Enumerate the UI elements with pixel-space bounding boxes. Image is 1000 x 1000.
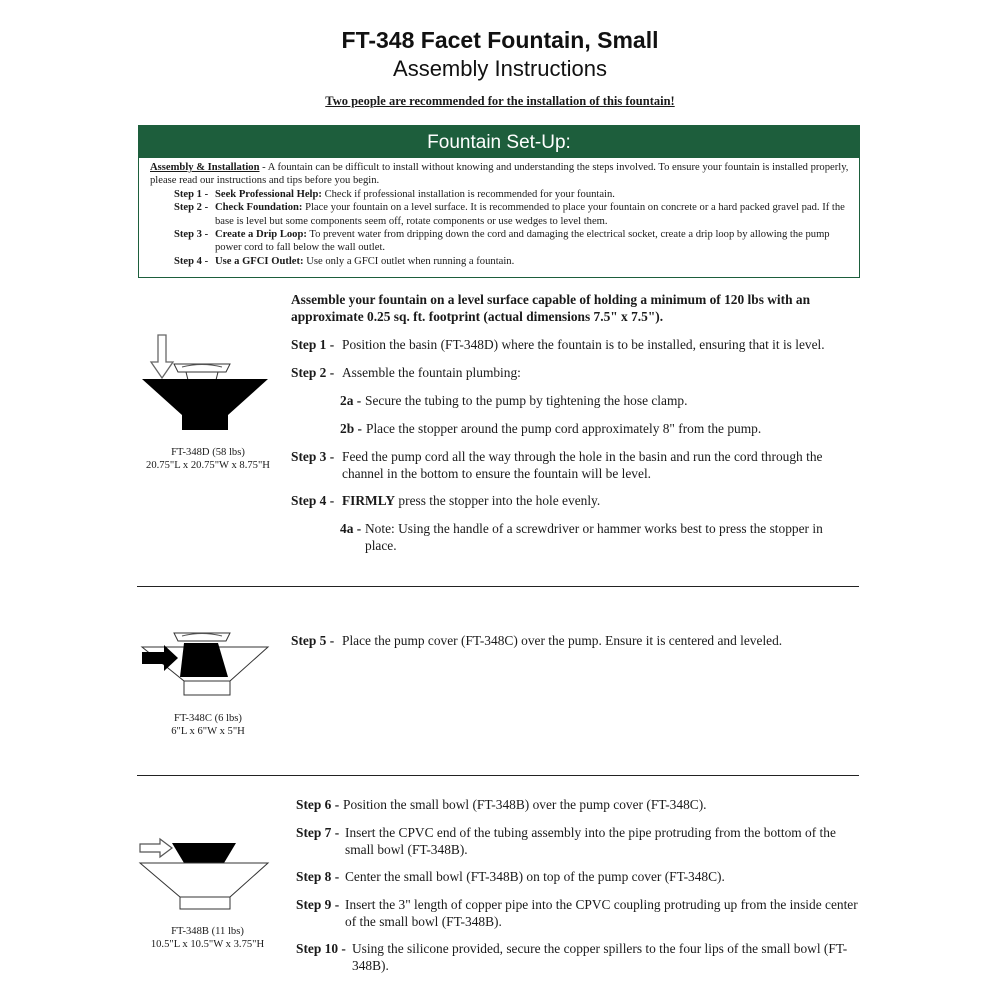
step-text: Note: Using the handle of a screwdriver or hammer works best to press the stopper in place.: [365, 521, 823, 553]
step-text: Position the basin (FT-348D) where the fountain is to be installed, ensuring that it is level.: [342, 337, 825, 352]
page-title: FT-348 Facet Fountain, Small: [341, 27, 659, 53]
step-10: [296, 940, 861, 974]
basin-illustration: [138, 330, 273, 440]
basin-model: FT-348D (58 lbs): [171, 447, 245, 458]
step-text: Place the pump cover (FT-348C) over the pump. Ensure it is centered and leveled.: [342, 633, 783, 648]
setup-box: [138, 125, 860, 278]
setup-step-label: Step 3 -: [174, 229, 209, 241]
setup-step-desc: To prevent water from dripping down the cord and damaging the electrical socket, create a drip loop by allowing the pump power cord to fall below the wall outlet.: [215, 229, 830, 254]
step-3: [291, 448, 856, 482]
step-label: Step 4 -: [291, 493, 335, 508]
setup-step-label: Step 2 -: [174, 202, 209, 214]
step-label: 2a -: [340, 393, 362, 408]
setup-step-text: [215, 201, 851, 228]
setup-step-title: Create a Drip Loop:: [215, 229, 307, 241]
step-text-rest: press the stopper into the hole evenly.: [395, 493, 601, 508]
setup-step: [150, 201, 851, 228]
step-label: 4a -: [340, 521, 362, 536]
step-text: [342, 492, 600, 509]
step-text: Insert the 3" length of copper pipe into the CPVC coupling protruding up from the inside center of the small bowl (FT-348B).: [345, 897, 858, 929]
surface-requirement: Assemble your fountain on a level surface capable of holding a minimum of 120 lbs with an approximate 0.25 sq. ft. footprint (actual dimensions 7.5" x 7.5").: [291, 292, 811, 324]
step-8: [296, 868, 861, 885]
step-label: Step 1 -: [291, 337, 335, 352]
setup-step: [150, 188, 851, 201]
pump-cover-dimensions: 6"L x 6"W x 5"H: [171, 726, 245, 737]
step-label: Step 7 -: [296, 825, 340, 840]
step-label: 2b -: [340, 421, 362, 436]
setup-intro-head: Assembly & Installation: [150, 162, 260, 173]
step-1: [291, 336, 861, 353]
step-5: [291, 632, 861, 649]
pump-cover-caption: [128, 712, 288, 738]
step-text: Place the stopper around the pump cord approximately 8" from the pump.: [366, 421, 762, 436]
section-divider: [137, 775, 859, 776]
setup-body: [139, 158, 859, 268]
pump-cover-illustration: [138, 625, 273, 705]
setup-step: [150, 228, 851, 255]
step-label: Step 5 -: [291, 633, 335, 648]
step-text: Insert the CPVC end of the tubing assembly into the pipe protruding from the bottom of the small bowl (FT-348B).: [345, 825, 836, 857]
setup-step-desc: Place your fountain on a level surface. It is recommended to place your fountain on concrete or a hard packed gravel pad. If the base is level but some components seem off, rotate components or use wedges to level them.: [215, 202, 845, 227]
step-4: [291, 492, 861, 509]
step-label: Step 8 -: [296, 869, 340, 884]
step-label: Step 2 -: [291, 365, 335, 380]
small-bowl-dimensions: 10.5"L x 10.5"W x 3.75"H: [150, 939, 265, 950]
setup-step-title: Use a GFCI Outlet:: [215, 255, 304, 267]
setup-step-label: Step 1 -: [174, 188, 209, 200]
setup-step-title: Check Foundation:: [215, 202, 303, 214]
small-bowl-caption: [125, 925, 290, 951]
step-text: Center the small bowl (FT-348B) on top of the pump cover (FT-348C).: [345, 869, 725, 884]
step-text: Position the small bowl (FT-348B) over the pump cover (FT-348C).: [343, 797, 707, 812]
step-7: [296, 824, 851, 858]
setup-step-text: [215, 228, 851, 255]
setup-step-desc: Use only a GFCI outlet when running a fountain.: [303, 255, 515, 267]
setup-heading: Fountain Set-Up:: [139, 126, 859, 158]
setup-intro: [150, 161, 851, 188]
setup-step-text: [215, 188, 615, 201]
step-2a: [340, 392, 860, 409]
section-divider: [137, 586, 859, 587]
step-4a: [340, 520, 850, 554]
step-label: Step 10 -: [296, 941, 346, 956]
step-2b: [340, 420, 860, 437]
setup-step: [150, 255, 851, 268]
small-bowl-model: FT-348B (11 lbs): [171, 926, 244, 937]
small-bowl-illustration: [138, 835, 273, 920]
step-label: Step 9 -: [296, 897, 340, 912]
step-text: Using the silicone provided, secure the copper spillers to the four lips of the small bowl (FT-348B).: [352, 941, 848, 973]
step-9: [296, 896, 861, 930]
pump-cover-model: FT-348C (6 lbs): [174, 713, 242, 724]
setup-intro-text: - A fountain can be difficult to install without knowing and understanding the steps involved. To ensure your fountain is installed properly, please read our instructions and tips before you begin.: [150, 162, 849, 187]
step-2: [291, 364, 861, 381]
step-text: Secure the tubing to the pump by tightening the hose clamp.: [365, 393, 688, 408]
page-subtitle: Assembly Instructions: [393, 56, 607, 81]
basin-dimensions: 20.75"L x 20.75"W x 8.75"H: [146, 460, 270, 471]
step-6: [296, 796, 861, 813]
step-text: Feed the pump cord all the way through the hole in the basin and run the cord through the channel in the bottom to ensure the fountain will be level.: [342, 449, 823, 481]
installation-notice: Two people are recommended for the installation of this fountain!: [325, 94, 675, 108]
setup-step-title: Seek Professional Help:: [215, 188, 322, 200]
setup-step-text: [215, 255, 514, 268]
basin-caption: [128, 446, 288, 472]
setup-step-desc: Check if professional installation is recommended for your fountain.: [321, 188, 615, 200]
step-emphasis: FIRMLY: [342, 493, 396, 508]
step-text: Assemble the fountain plumbing:: [342, 365, 521, 380]
setup-step-label: Step 4 -: [174, 255, 209, 267]
step-label: Step 3 -: [291, 449, 335, 464]
step-label: Step 6 -: [296, 797, 340, 812]
